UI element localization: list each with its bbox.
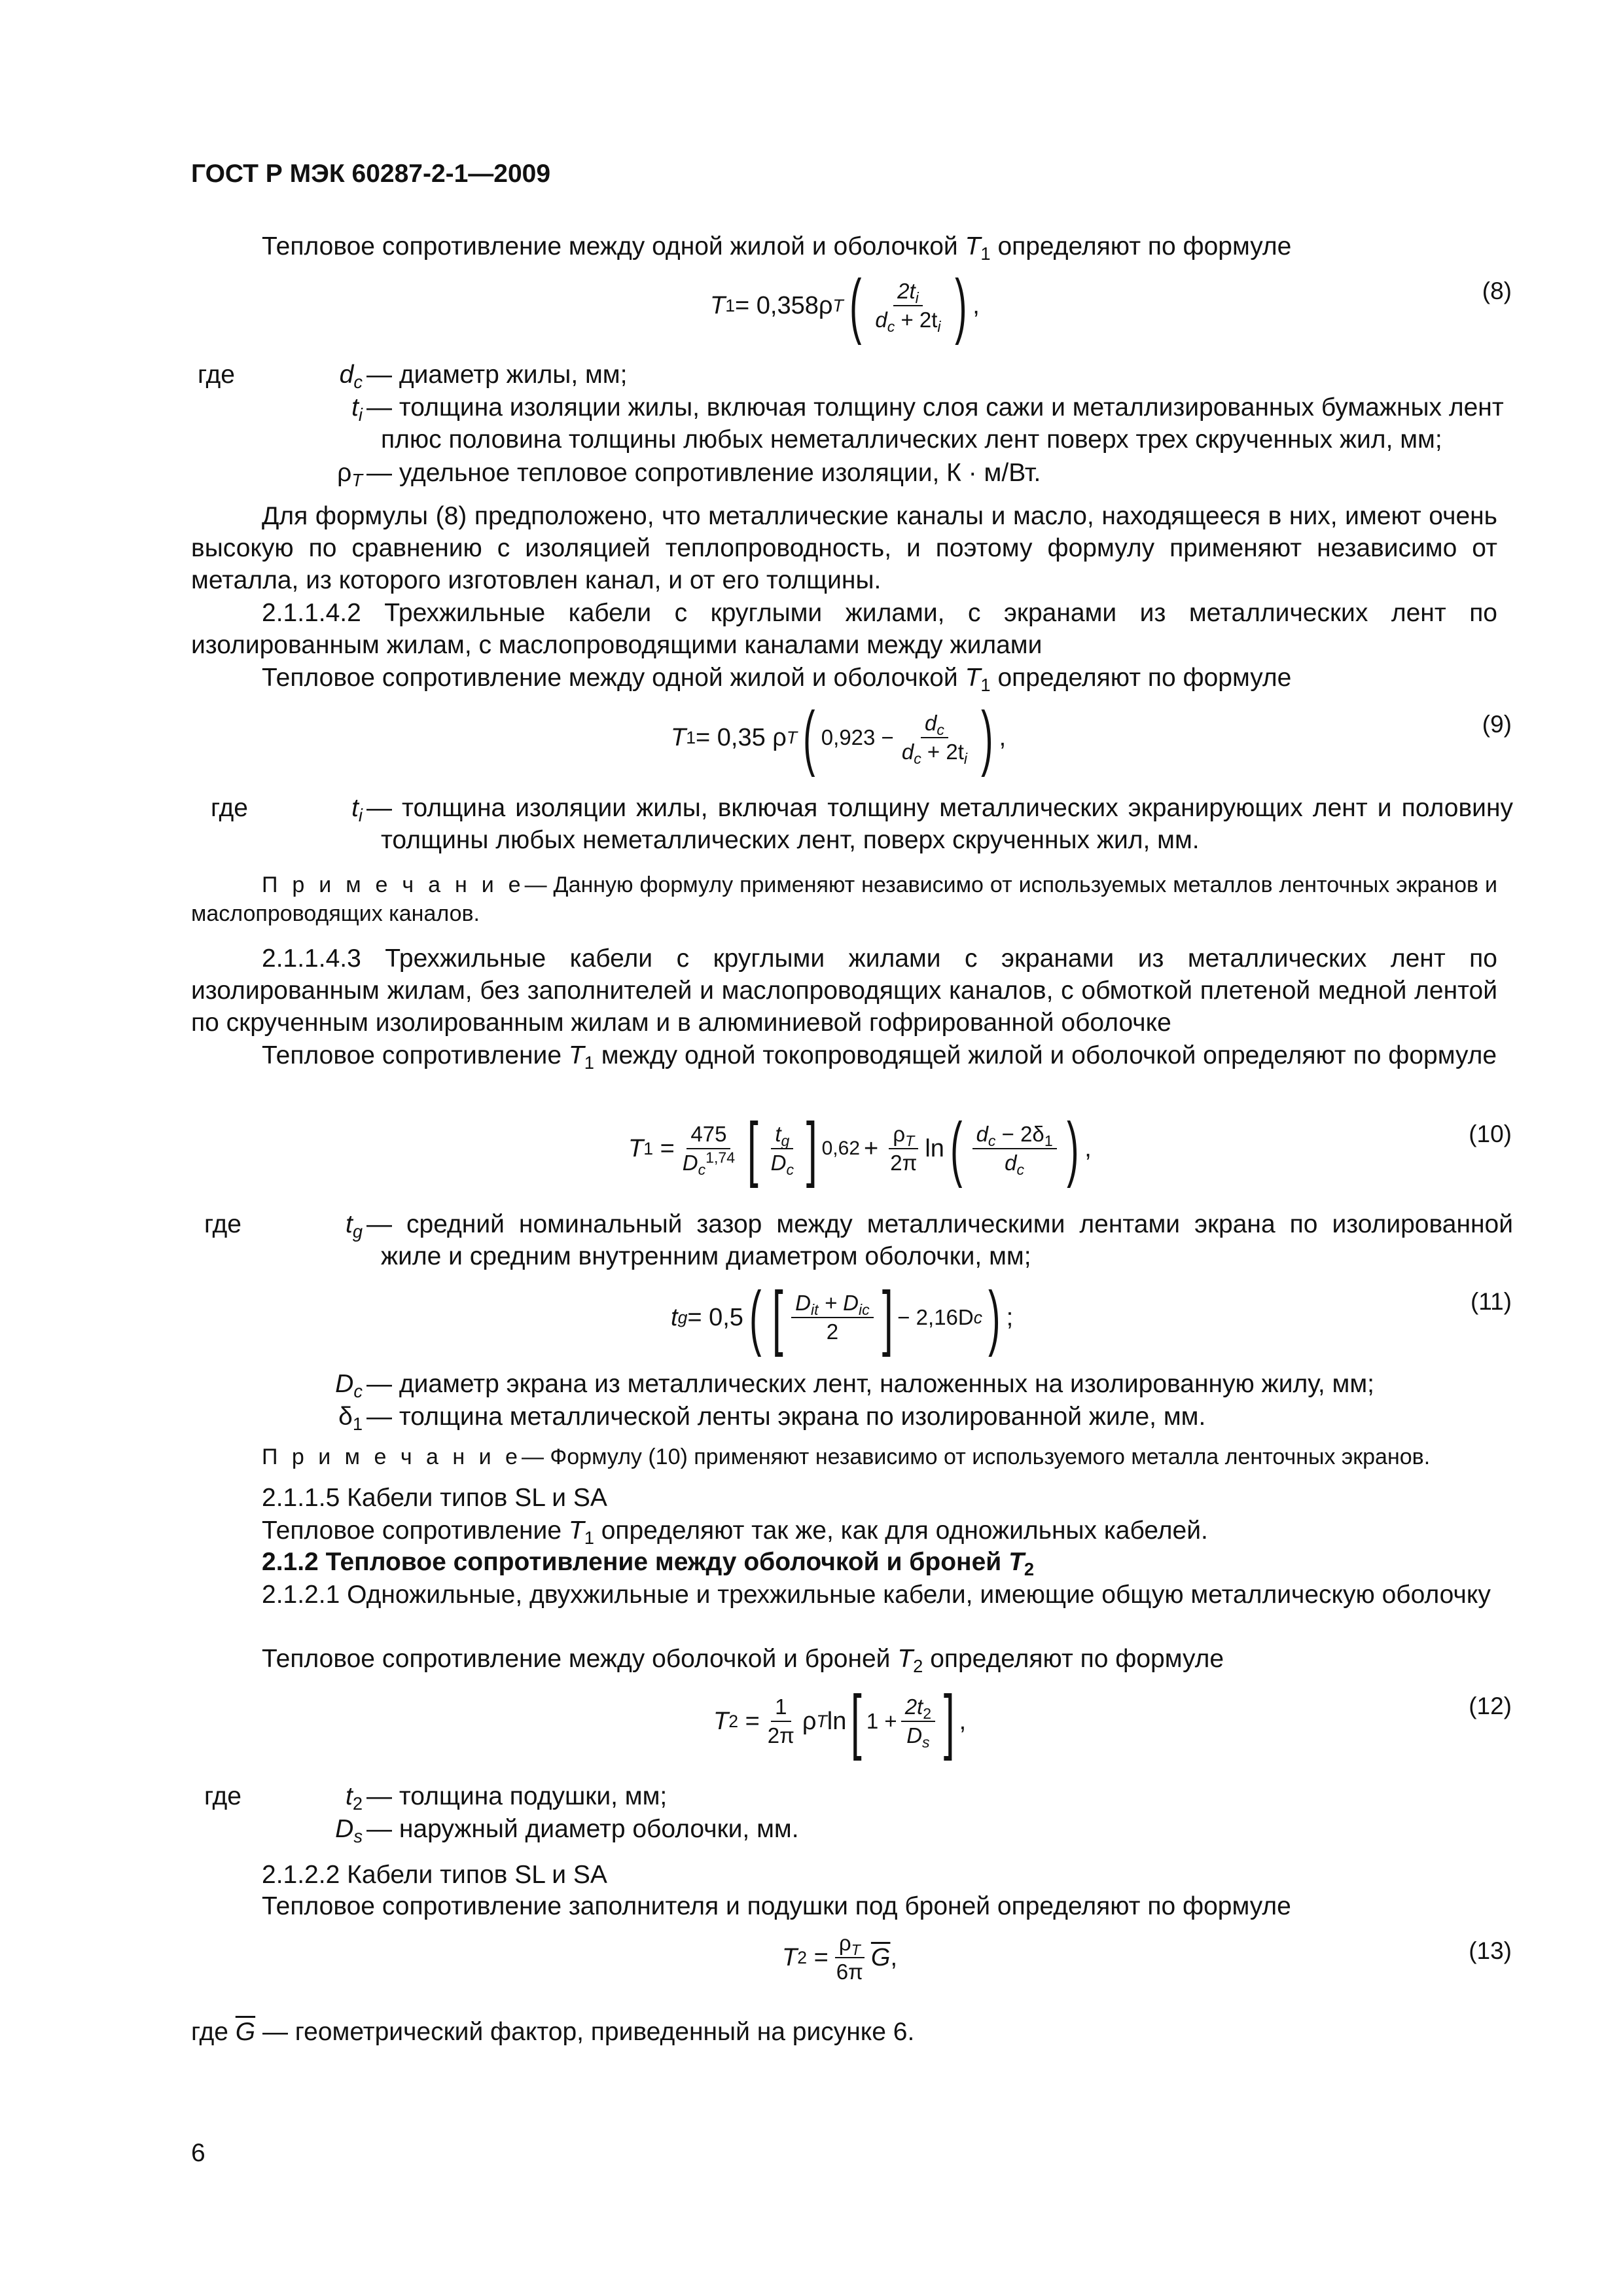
paragraph: Тепловое сопротивление между одной жилой и оболочкой $T_1$ определяют по формуле (262, 232, 1292, 264)
formula-12: T 2 = $\frac{1}{2\pi}$ ρ T ln [ 1 + $\frac{2t_2}{D_s}$ ] , (713, 1681, 967, 1761)
equation-number: (13) (1469, 1937, 1512, 1964)
definition-list: где $d_c$ — диаметр жилы, мм; $t_i$ — толщина изоляции жилы, включая толщину слоя сажи и металлизированных бумажных лент плюс половина толщины любых неметаллических лент поверх трех скрученных жил, мм; $\rho_T$ — удельное тепловое сопротивление изоляции, К · м/Вт. (198, 361, 1504, 491)
definition-list: где $t_2$ — толщина подушки, мм; $D_s$ — наружный диаметр оболочки, мм. (204, 1782, 799, 1847)
definition-list: $D_c$ — диаметр экрана из металлических лент, наложенных на изолированную жилу, мм; $\delta_1$ — толщина металлической ленты экрана по изолированной жиле, мм. (335, 1370, 1375, 1435)
section-2-1-1-4-2: 2.1.1.4.2 Трехжильные кабели с круглыми жилами, с экранами из металлических лент по изолированным жилам, с маслопроводящими каналами между жилами (191, 599, 1497, 659)
paragraph: Тепловое сопротивление между одной жилой и оболочкой $T_1$ определяют по формуле (262, 664, 1292, 696)
definition-list: где $t_i$ — толщина изоляции жилы, включая толщину металлических экранирующих лент и половину толщины любых неметаллических лент, поверх скрученных жил, мм. (211, 794, 1513, 854)
section-2-1-2-heading: 2.1.2 Тепловое сопротивление между оболочкой и броней $T_2$ (262, 1548, 1035, 1580)
equation-number: (12) (1469, 1693, 1512, 1719)
equation-number: (10) (1469, 1121, 1512, 1147)
section-2-1-2-1: 2.1.2.1 Одножильные, двухжильные и трехжильные кабели, имеющие общую металлическую оболочку (262, 1581, 1491, 1609)
equation-number: (9) (1482, 711, 1512, 738)
equation-number: (11) (1470, 1288, 1512, 1315)
paragraph: Для формулы (8) предположено, что металлические каналы и масло, находящееся в них, имеют очень высокую по сравнению с изоляцией теплопроводность, и поэтому формулу применяют независимо от металла, из которого изготовлен канал, и от его толщины. (191, 502, 1497, 594)
paragraph: Тепловое сопротивление между оболочкой и броней $T_2$ определяют по формуле (262, 1645, 1224, 1677)
equation-number: (8) (1482, 278, 1512, 304)
paragraph: Тепловое сопротивление $T_1$ между одной токопроводящей жилой и оболочкой определяют по формуле (262, 1041, 1497, 1073)
formula-9: T 1 = 0,35 ρ T ( 0,923 − $\frac{d_c}{d_c + 2t_i}$ ) , (671, 697, 1007, 778)
section-2-1-2-2: 2.1.2.2 Кабели типов SL и SA (262, 1861, 607, 1889)
definition-list: где $t_g$ — средний номинальный зазор между металлическими лентами экрана по изолированной жиле и средним внутренним диаметром оболочки, мм; (204, 1210, 1513, 1270)
formula-8: T 1 = 0,358ρ T ( $\frac{2t_i}{d_c + 2t_i}$ ) , (710, 265, 980, 346)
paragraph: Тепловое сопротивление $T_1$ определяют так же, как для одножильных кабелей. (262, 1516, 1208, 1549)
note: П р и м е ч а н и е— Формулу (10) применяют независимо от используемого металла ленточных экранов. (262, 1444, 1431, 1469)
paragraph: Тепловое сопротивление заполнителя и подушки под броней определяют по формуле (262, 1892, 1291, 1920)
page-number: 6 (191, 2139, 205, 2167)
formula-13: T 2 = $\frac{\rho_T}{6\pi}$ $\overline{G}$ , (782, 1931, 898, 1984)
section-2-1-1-5: 2.1.1.5 Кабели типов SL и SA (262, 1484, 607, 1512)
formula-10: T 1 = $\frac{475}{D_c^{1,74}}$ [ $\frac{t_g}{D_c}$ ] 0,62 + $\frac{\rho_T}{2\pi}$ ln ( $\frac{d_c - 2\delta_1}{d_c}$ ) , (628, 1108, 1092, 1189)
section-2-1-1-4-3: 2.1.1.4.3 Трехжильные кабели с круглыми жилами с экранами из металлических лент по изолированным жилам, без заполнителей и маслопроводящих каналов, с обмоткой плетеной медной лентой по скрученным изолированным жилам и в алюминиевой гофрированной оболочке (191, 944, 1497, 1037)
definition-g: где $\overline{G}$ — геометрический фактор, приведенный на рисунке 6. (191, 2018, 915, 2046)
note: П р и м е ч а н и е— Данную формулу применяют независимо от используемых металлов ленточных экранов и маслопроводящих каналов. (191, 872, 1497, 926)
formula-11: t g = 0,5 ( [ $\frac{D_{it} + D_{ic}}{2}$ ] − 2,16D c ) ; (671, 1277, 1014, 1357)
document-header: ГОСТ Р МЭК 60287-2-1—2009 (191, 160, 551, 188)
